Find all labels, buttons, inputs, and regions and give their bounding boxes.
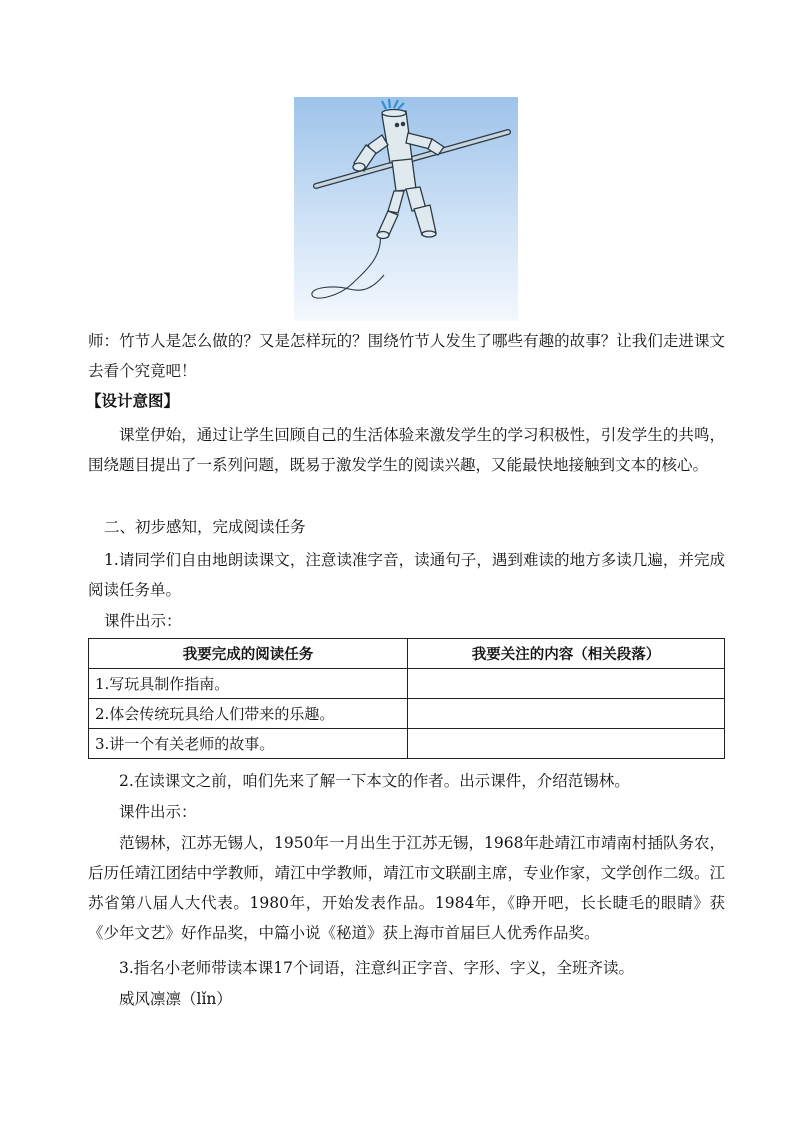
design-intent-heading: 【设计意图】 <box>86 392 180 410</box>
step-1-paragraph: 1.请同学们自由地朗读课文，注意读准字音，读通句子，遇到难读的地方多读几遍，并完成阅读任务单。 <box>88 551 725 599</box>
table-cell <box>408 669 725 699</box>
reading-task-table <box>88 638 725 759</box>
table-cell: 3.讲一个有关老师的故事。 <box>89 729 408 759</box>
step-3-paragraph: 3.指名小老师带读本课17个词语，注意纠正字音、字形、字义，全班齐读。 <box>119 959 635 977</box>
table-row <box>89 699 725 729</box>
step-2-paragraph: 2.在读课文之前，咱们先来了解一下本文的作者。出示课件，介绍范锡林。 <box>119 772 630 790</box>
table-cell: 1.写玩具制作指南。 <box>89 669 408 699</box>
table-header-row <box>89 639 725 669</box>
table-row <box>89 669 725 699</box>
table-row <box>89 729 725 759</box>
table-header-cell: 我要完成的阅读任务 <box>89 639 408 669</box>
intro-paragraph: 师：竹节人是怎么做的？又是怎样玩的？围绕竹节人发生了哪些有趣的故事？让我们走进课文去看个究竟吧！ <box>88 332 725 380</box>
section-heading-2: 二、初步感知，完成阅读任务 <box>104 518 306 536</box>
bamboo-figure-image <box>294 97 518 321</box>
table-cell: 2.体会传统玩具给人们带来的乐趣。 <box>89 699 408 729</box>
vocabulary-word-1: 威风凛凛（lǐn） <box>119 990 232 1008</box>
table-cell <box>408 699 725 729</box>
table-cell <box>408 729 725 759</box>
courseware-label-2: 课件出示： <box>119 803 197 821</box>
design-intent-paragraph: 课堂伊始，通过让学生回顾自己的生活体验来激发学生的学习积极性，引发学生的共鸣，围绕题目提出了一系列问题，既易于激发学生的阅读兴趣，又能最快地接触到文本的核心。 <box>88 426 725 474</box>
courseware-label-1: 课件出示： <box>104 612 182 630</box>
author-bio-paragraph: 范锡林，江苏无锡人，1950年一月出生于江苏无锡，1968年赴靖江市靖南村插队务农，后历任靖江团结中学教师，靖江中学教师，靖江市文联副主席，专业作家，文学创作二级。江苏省第八届人大代表。1980年，开始发表作品。1984年，《睁开吧，长长睫毛的眼睛》获《少年文艺》好作品奖，中篇小说《秘道》获上海市首届巨人优秀作品奖。 <box>88 834 725 942</box>
table-header-cell: 我要关注的内容（相关段落） <box>408 639 725 669</box>
bamboo-figure-illustration <box>294 97 518 321</box>
